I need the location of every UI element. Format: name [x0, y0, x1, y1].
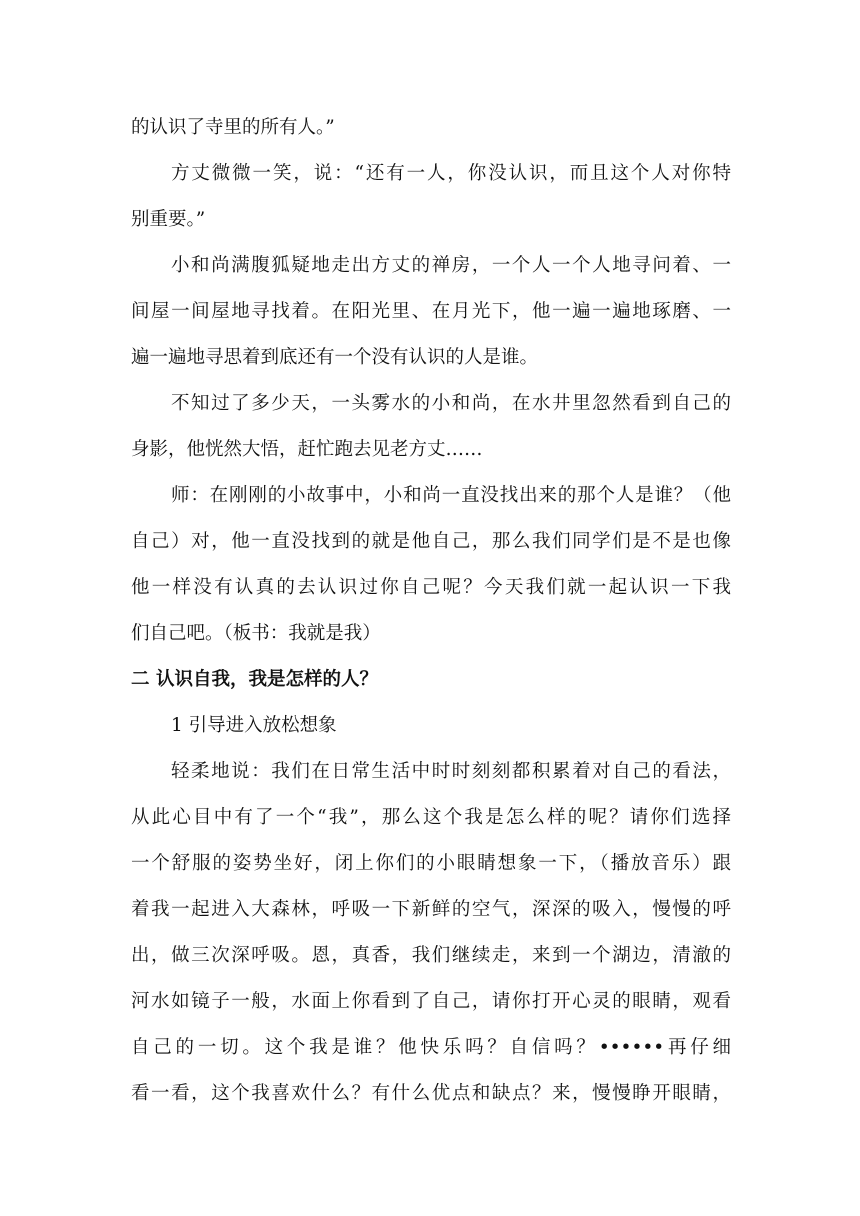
section-heading: 二 认识自我，我是怎样的人？: [131, 669, 378, 690]
text-line: 一个舒服的姿势坐好，闭上你们的小眼睛想象一下，（播放音乐）跟: [131, 853, 731, 874]
text-line: 河水如镜子一般，水面上你看到了自己，请你打开心灵的眼睛，观看: [131, 991, 731, 1012]
text-line: 轻柔地说：我们在日常生活中时时刻刻都积累着对自己的看法，: [171, 761, 731, 782]
text-line: 不知过了多少天，一头雾水的小和尚，在水井里忽然看到自己的: [171, 393, 731, 414]
text-line: 看一看，这个我喜欢什么？有什么优点和缺点？来，慢慢睁开眼睛，: [131, 1083, 731, 1104]
text-line: 们自己吧。（板书：我就是我）: [131, 623, 381, 644]
text-line: 的认识了寺里的所有人。”: [131, 117, 335, 138]
text-line: 方丈微微一笑，说：“还有一人，你没认识，而且这个人对你特: [171, 163, 731, 184]
text-line: 从此心目中有了一个“我”，那么这个我是怎么样的呢？请你们选择: [131, 807, 731, 828]
text-line: 出，做三次深呼吸。恩，真香，我们继续走，来到一个湖边，清澈的: [131, 945, 731, 966]
text-line: 师：在刚刚的小故事中，小和尚一直没找出来的那个人是谁？（他: [171, 485, 731, 506]
text-line: 身影，他恍然大悟，赶忙跑去见老方丈……: [131, 439, 483, 460]
text-line: 小和尚满腹狐疑地走出方丈的禅房，一个人一个人地寻问着、一: [171, 255, 731, 276]
document-body: [131, 105, 731, 1117]
text-line: 他一样没有认真的去认识过你自己呢？今天我们就一起认识一下我: [131, 577, 731, 598]
text-line: 自己）对，他一直没找到的就是他自己，那么我们同学们是不是也像: [131, 531, 731, 552]
subsection-heading: 1 引导进入放松想象: [171, 715, 337, 736]
text-line: 着我一起进入大森林，呼吸一下新鲜的空气，深深的吸入，慢慢的呼: [131, 899, 731, 920]
text-line: 自己的一切。这个我是谁？他快乐吗？自信吗？••••••再仔细: [131, 1037, 731, 1058]
text-line: 别重要。”: [131, 209, 206, 230]
text-line: 间屋一间屋地寻找着。在阳光里、在月光下，他一遍一遍地琢磨、一: [131, 301, 731, 322]
text-line: 遍一遍地寻思着到底还有一个没有认识的人是谁。: [131, 347, 539, 368]
